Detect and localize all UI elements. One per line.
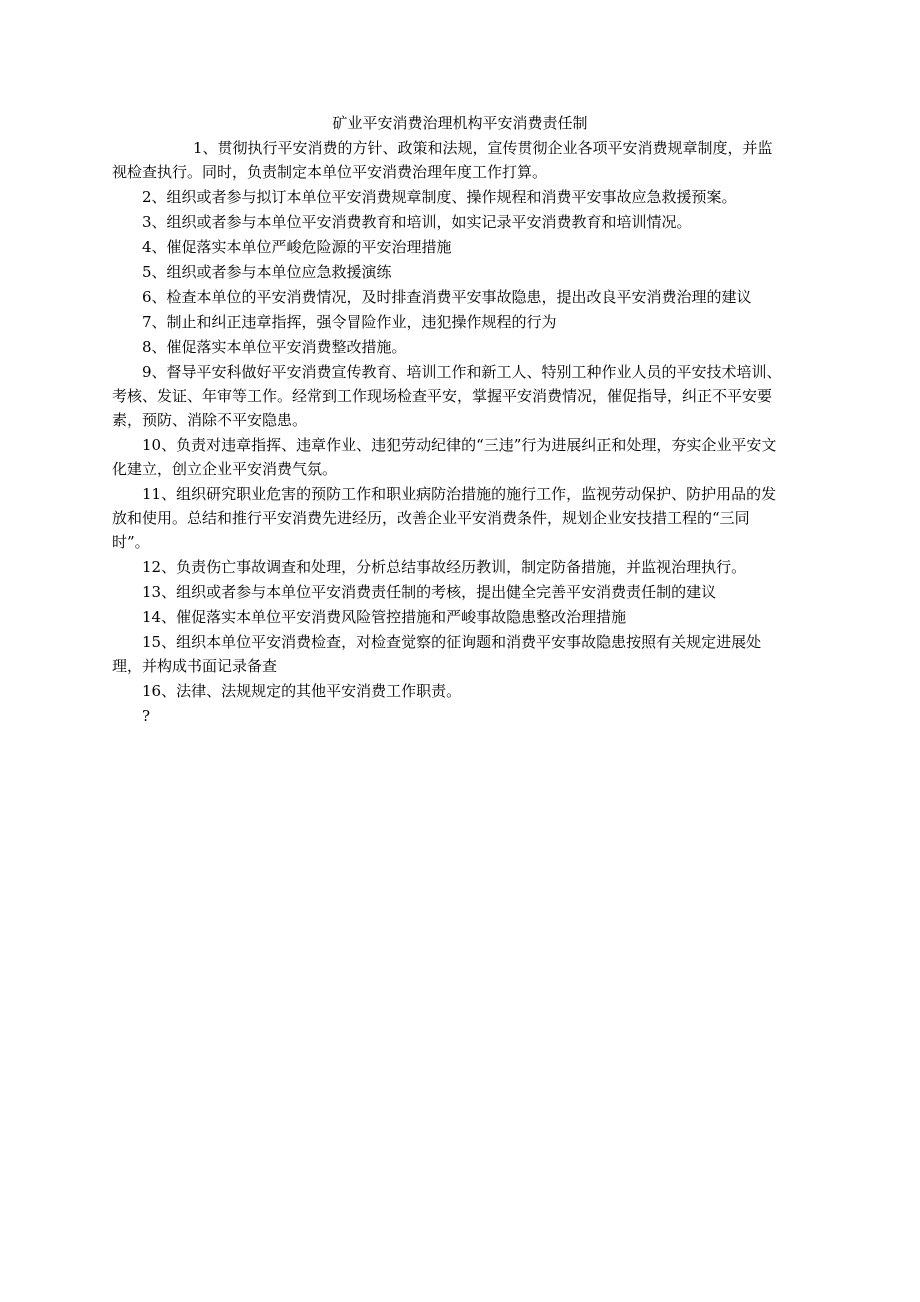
paragraph-5: 5、组织或者参与本单位应急救援演练 — [142, 263, 392, 281]
document-body — [112, 136, 782, 729]
paragraph-10: 10、负责对违章指挥、违章作业、违犯劳动纪律的“三违”行为进展纠正和处理，夯实企业平安文化建立，创立企业平安消费气氛。 — [112, 436, 777, 478]
document-title: 矿业平安消费治理机构平安消费责任制 — [332, 114, 588, 132]
paragraph-11: 11、组织研究职业危害的预防工作和职业病防治措施的施行工作，监视劳动保护、防护用品的发放和使用。总结和推行平安消费先进经历，改善企业平安消费条件，规划企业安技措工程的“三同时”。 — [112, 485, 777, 551]
paragraph-16: 16、法律、法规规定的其他平安消费工作职责。 — [142, 682, 462, 700]
paragraph-12: 12、负责伤亡事故调查和处理，分析总结事故经历教训，制定防备措施，并监视治理执行。 — [142, 558, 747, 576]
paragraph-1: 1、贯彻执行平安消费的方针、政策和法规，宣传贯彻企业各项平安消费规章制度，并监视检查执行。同时，负责制定本单位平安消费治理年度工作打算。 — [112, 139, 773, 181]
paragraph-3: 3、组织或者参与本单位平安消费教育和培训，如实记录平安消费教育和培训情况。 — [142, 213, 692, 231]
paragraph-8: 8、催促落实本单位平安消费整改措施。 — [142, 338, 407, 356]
paragraph-2: 2、组织或者参与拟订本单位平安消费规章制度、操作规程和消费平安事故应急救援预案。 — [142, 188, 737, 206]
paragraph-13: 13、组织或者参与本单位平安消费责任制的考核，提出健全完善平安消费责任制的建议 — [142, 583, 717, 601]
paragraph-7: 7、制止和纠正违章指挥，强令冒险作业，违犯操作规程的行为 — [142, 313, 557, 331]
paragraph-15: 15、组织本单位平安消费检查，对检查觉察的征询题和消费平安事故隐患按照有关规定进展处理，并构成书面记录备查 — [112, 633, 762, 675]
paragraph-6: 6、检查本单位的平安消费情况，及时排查消费平安事故隐患，提出改良平安消费治理的建议 — [142, 288, 752, 306]
paragraph-9: 9、督导平安科做好平安消费宣传教育、培训工作和新工人、特别工种作业人员的平安技术培训、考核、发证、年审等工作。经常到工作现场检查平安，掌握平安消费情况，催促指导，纠正不平安要素，预防、消除不平安隐患。 — [112, 363, 782, 429]
paragraph-14: 14、催促落实本单位平安消费风险管控措施和严峻事故隐患整改治理措施 — [142, 608, 627, 626]
paragraph-end-mark: ? — [142, 707, 151, 725]
paragraph-4: 4、催促落实本单位严峻危险源的平安治理措施 — [142, 238, 452, 256]
